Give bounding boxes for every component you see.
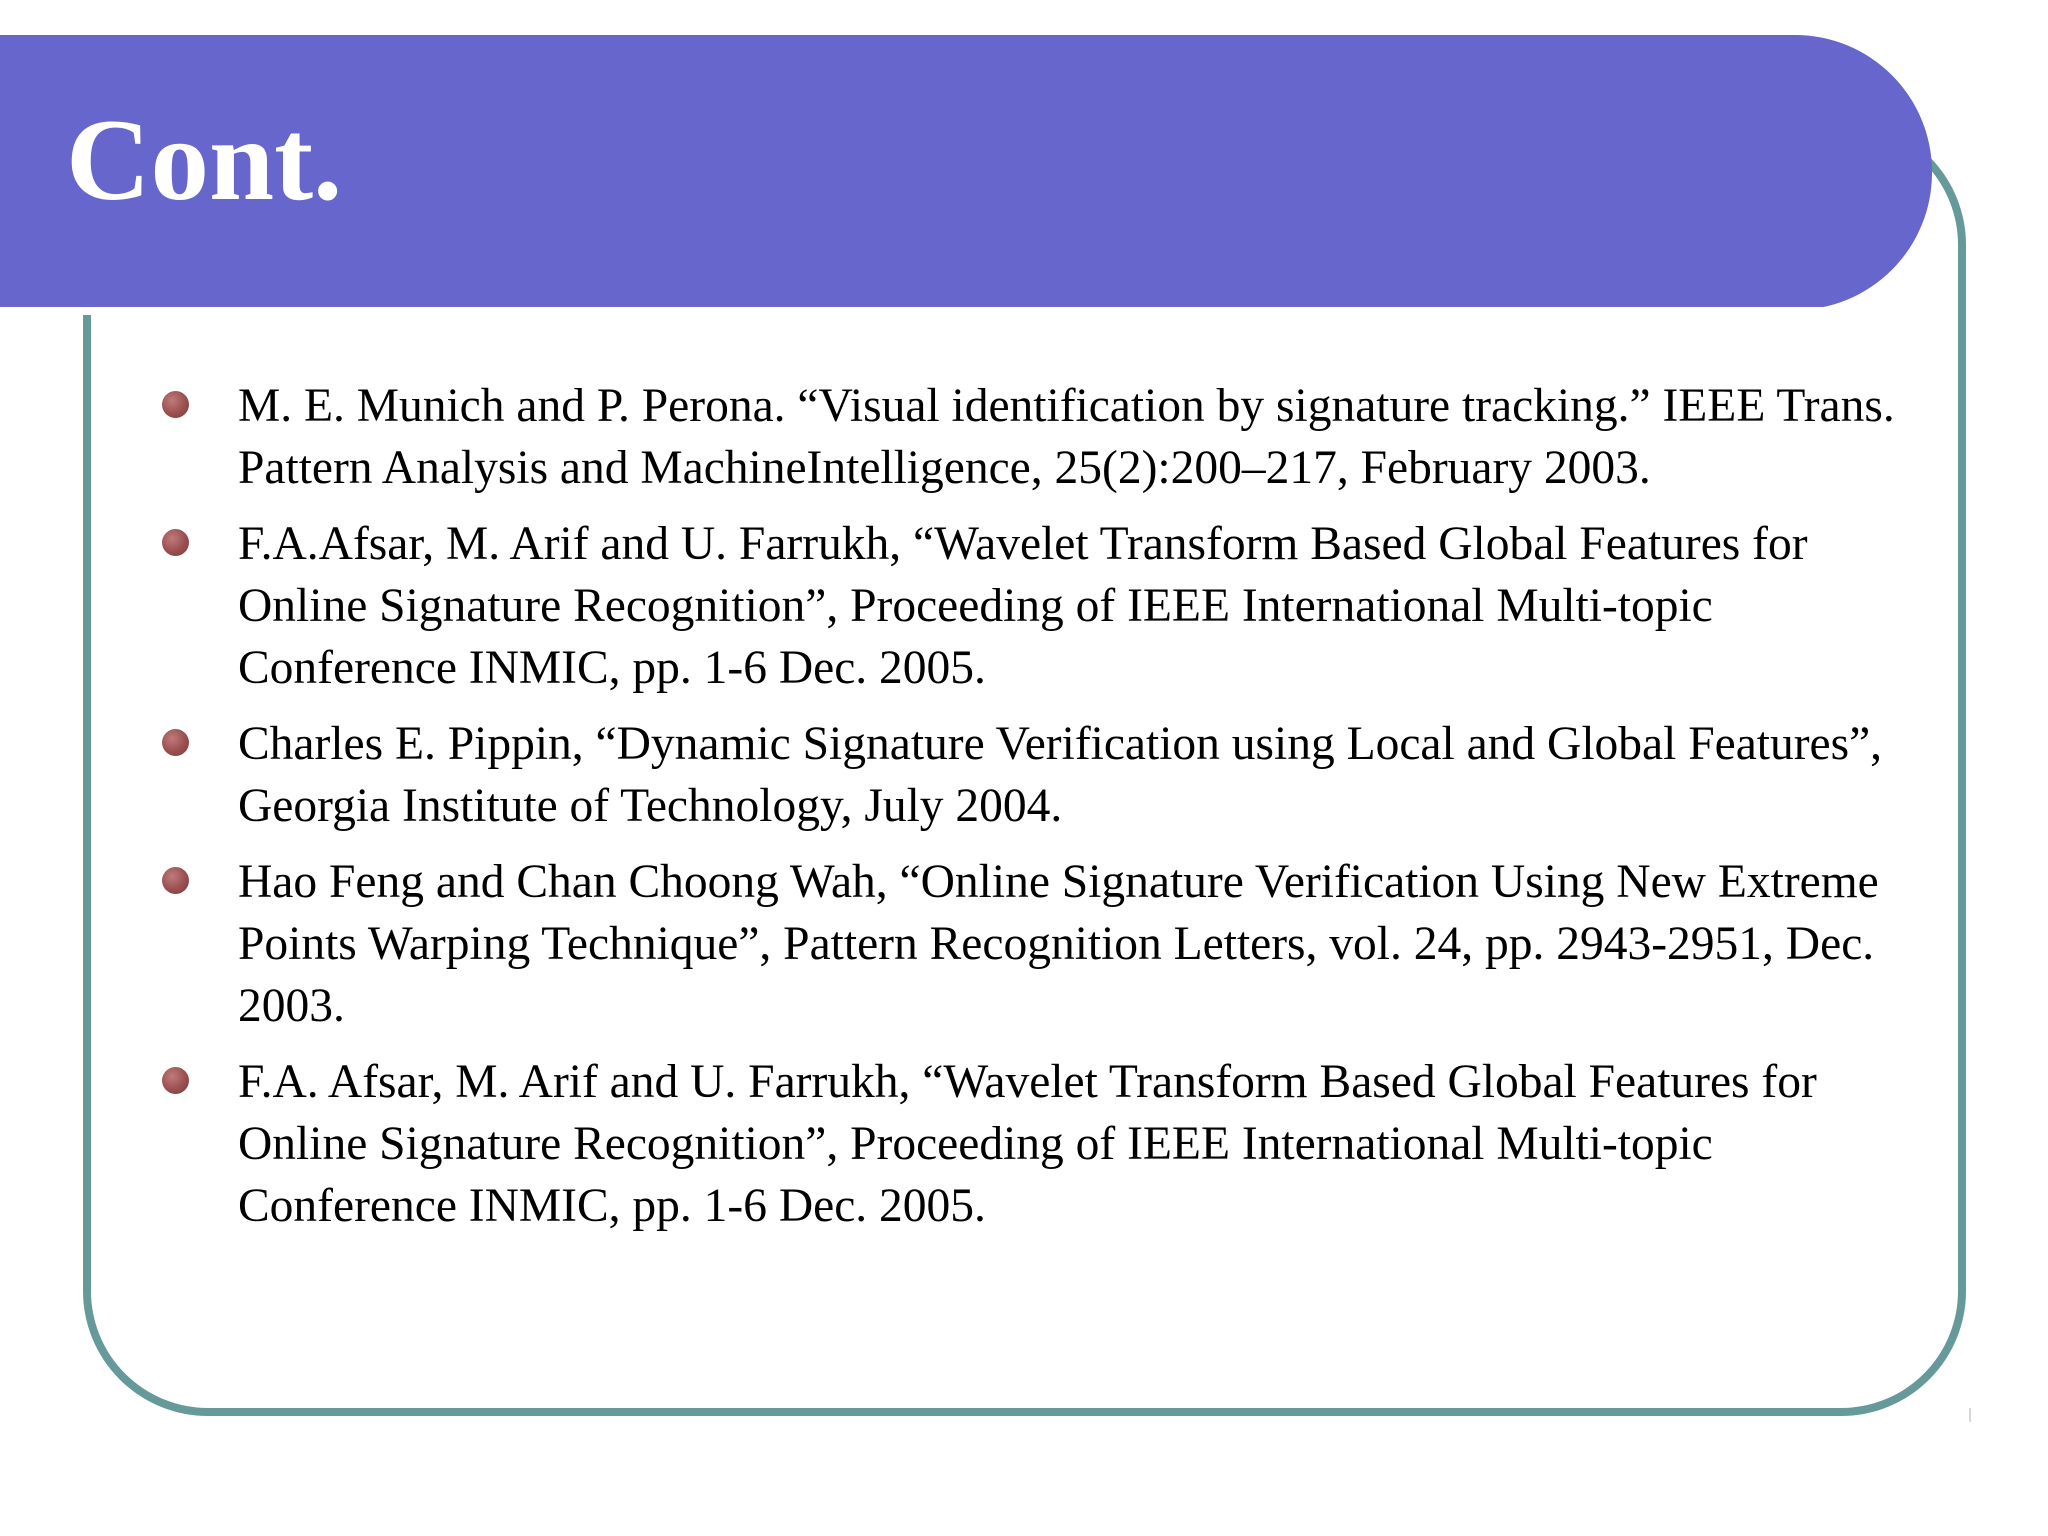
bullet-icon (162, 391, 189, 418)
bullet-icon (162, 729, 189, 756)
reference-text: M. E. Munich and P. Perona. “Visual identification by signature tracking.” IEEE Trans. Pattern Analysis and MachineIntelligence, 25(2):200–217, February 2003. (238, 380, 1895, 494)
bullet-icon (162, 529, 189, 556)
reference-item-1 (238, 375, 1918, 499)
reference-item-5 (238, 1051, 1918, 1237)
reference-text: F.A.Afsar, M. Arif and U. Farrukh, “Wavelet Transform Based Global Features for Online Signature Recognition”, Proceeding of IEEE International Multi-topic Conference INMIC, pp. 1-6 Dec. 2005. (238, 518, 1808, 694)
reference-text: Charles E. Pippin, “Dynamic Signature Verification using Local and Global Features”, Georgia Institute of Technology, July 2004. (238, 718, 1883, 832)
title-underline (0, 307, 1832, 315)
reference-text: F.A. Afsar, M. Arif and U. Farrukh, “Wavelet Transform Based Global Features for Online Signature Recognition”, Proceeding of IEEE International Multi-topic Conference INMIC, pp. 1-6 Dec. 2005. (238, 1056, 1817, 1232)
reference-text: Hao Feng and Chan Choong Wah, “Online Signature Verification Using New Extreme Points Warping Technique”, Pattern Recognition Letters, vol. 24, pp. 2943-2951, Dec. 2003. (238, 856, 1879, 1032)
slide-edge-mark (1969, 1408, 1971, 1422)
reference-list (238, 375, 1918, 1251)
reference-item-3 (238, 713, 1918, 837)
bullet-icon (162, 1067, 189, 1094)
bullet-icon (162, 867, 189, 894)
slide-title: Cont. (66, 96, 343, 225)
reference-item-2 (238, 513, 1918, 699)
reference-item-4 (238, 851, 1918, 1037)
